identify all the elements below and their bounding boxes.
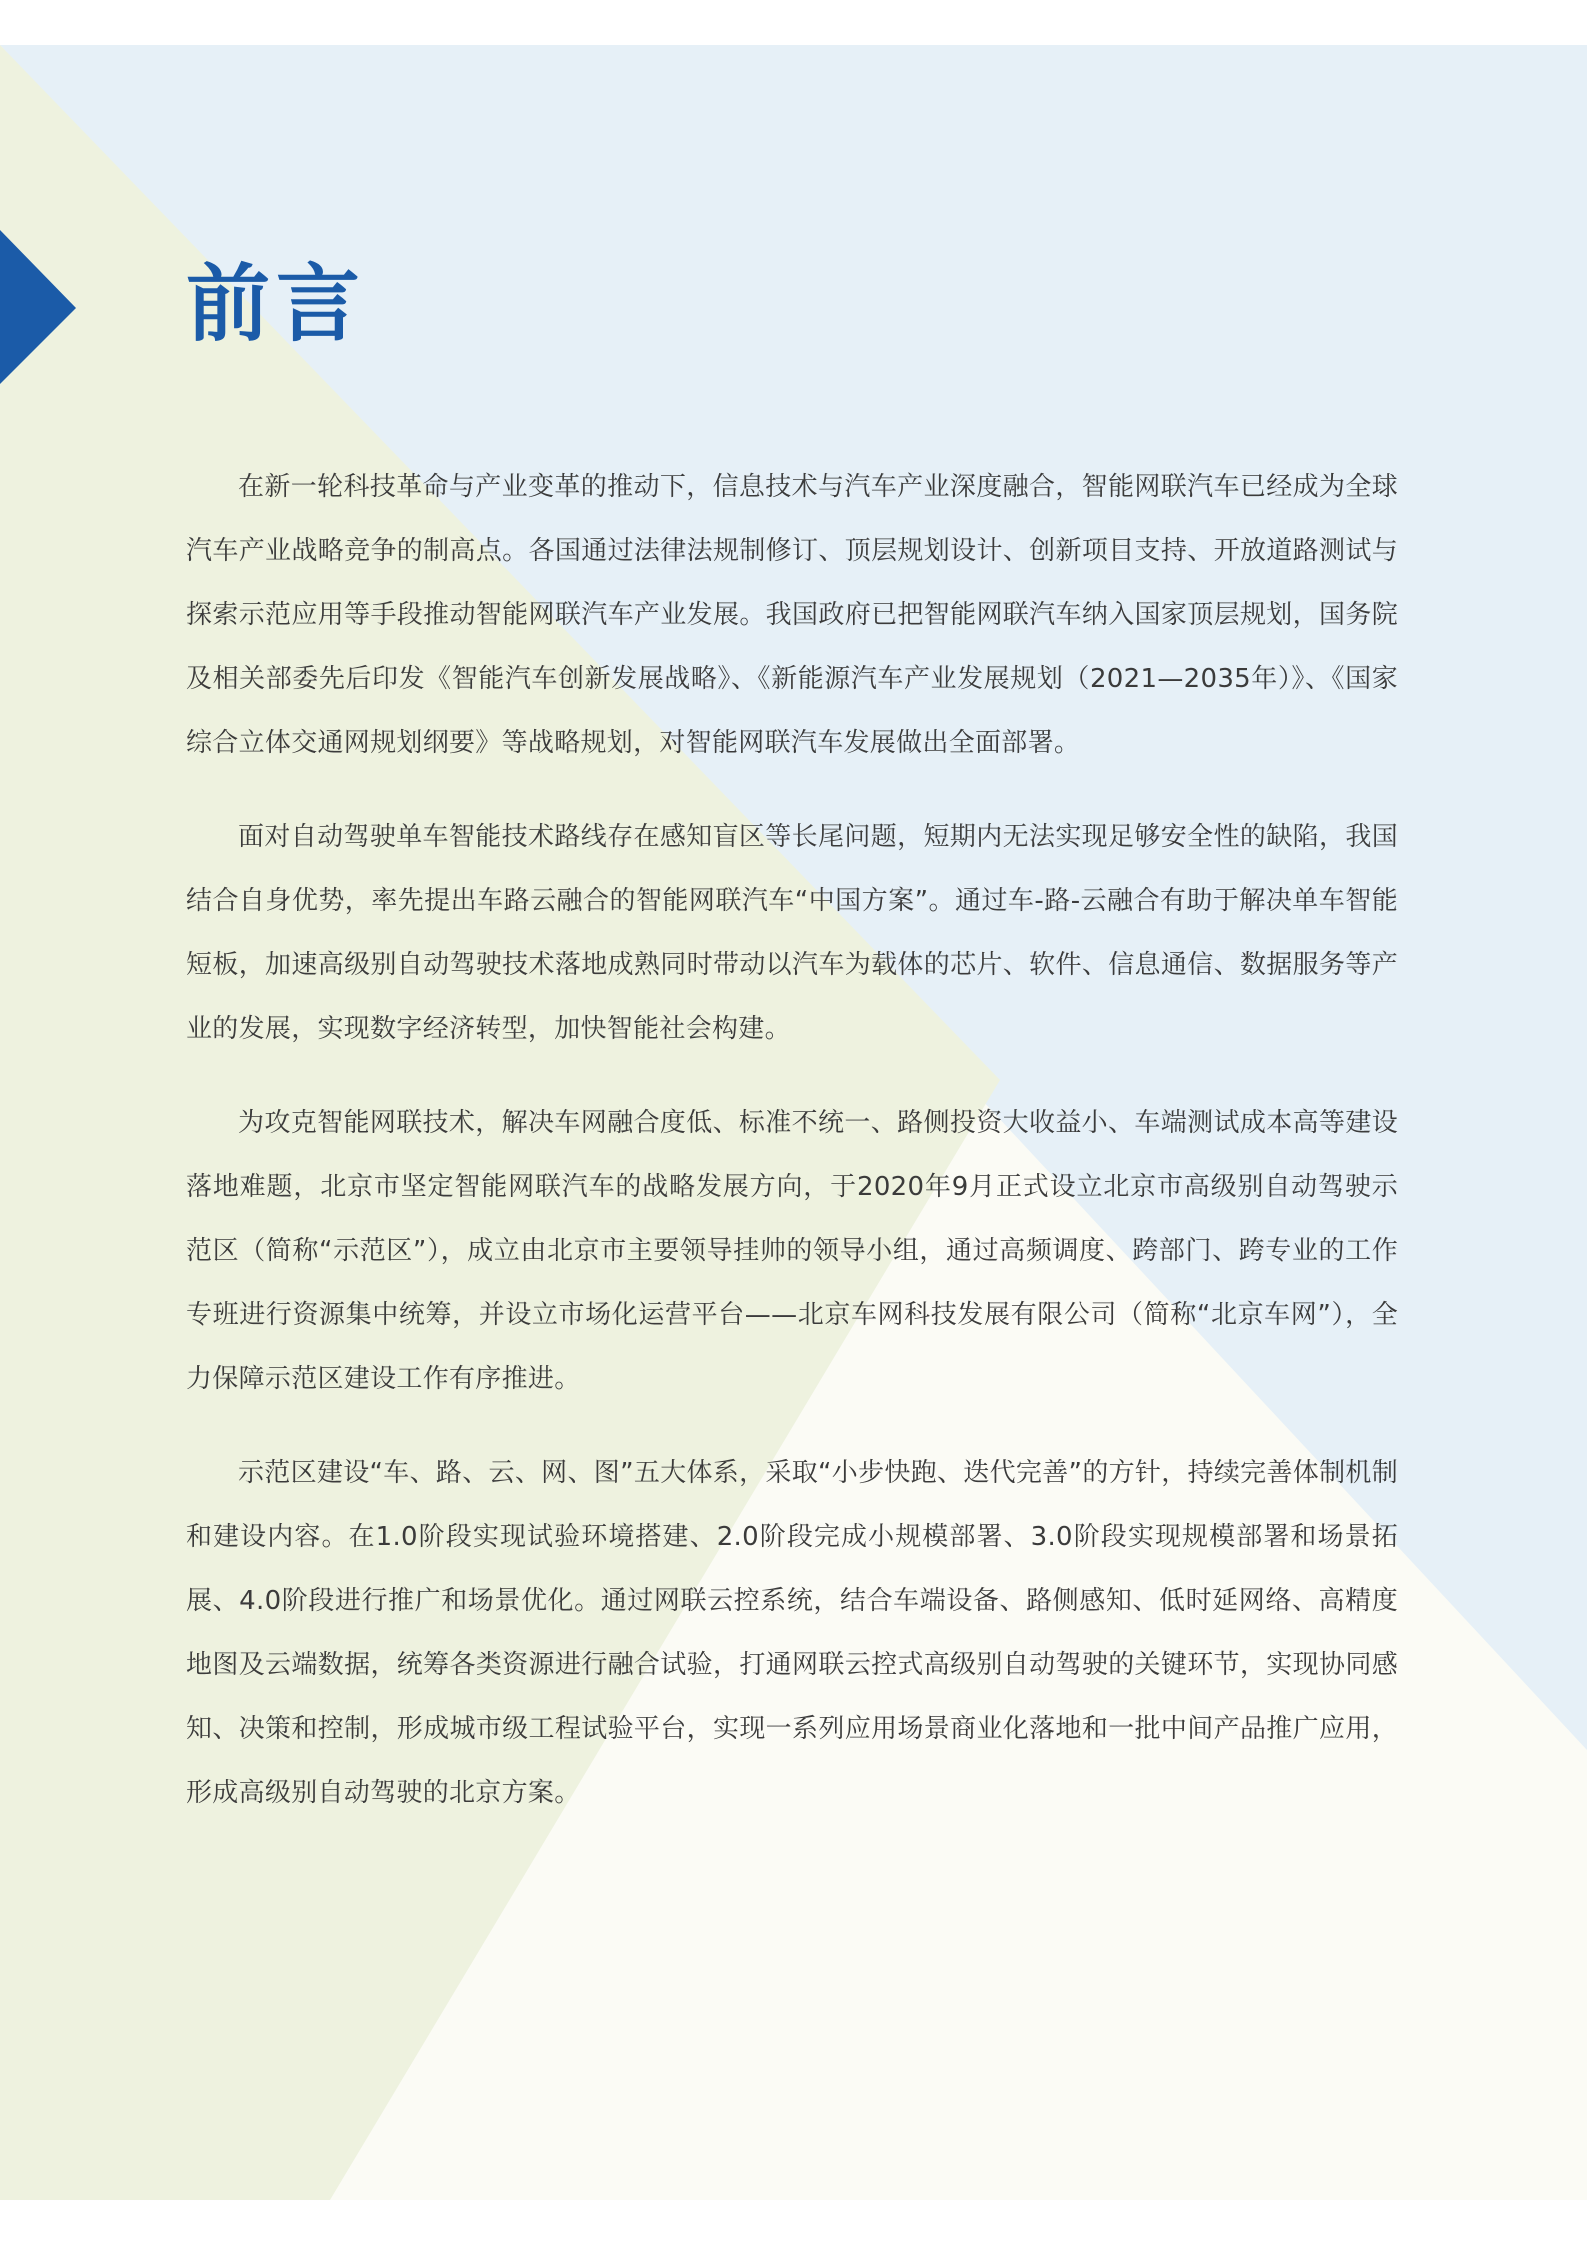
corner-arrow-icon [0, 230, 80, 390]
paragraph-3: 为攻克智能网联技术，解决车网融合度低、标准不统一、路侧投资大收益小、车端测试成本高等建设落地难题，北京市坚定智能网联汽车的战略发展方向，于2020年9月正式设立北京市高级别自动驾驶示范区（简称“示范区”），成立由北京市主要领导挂帅的领导小组，通过高频调度、跨部门、跨专业的工作专班进行资源集中统筹，并设立市场化运营平台——北京车网科技发展有限公司（简称“北京车网”），全力保障示范区建设工作有序推进。 [186, 1108, 1398, 1394]
paragraph-4: 示范区建设“车、路、云、网、图”五大体系，采取“小步快跑、迭代完善”的方针，持续完善体制机制和建设内容。在1.0阶段实现试验环境搭建、2.0阶段完成小规模部署、3.0阶段实现规模部署和场景拓展、4.0阶段进行推广和场景优化。通过网联云控系统，结合车端设备、路侧感知、低时延网络、高精度地图及云端数据，统筹各类资源进行融合试验，打通网联云控式高级别自动驾驶的关键环节，实现协同感知、决策和控制，形成城市级工程试验平台，实现一系列应用场景商业化落地和一批中间产品推广应用，形成高级别自动驾驶的北京方案。 [186, 1458, 1398, 1808]
body-content [186, 455, 1398, 1855]
page-title: 前言 [186, 255, 367, 353]
paragraph-2: 面对自动驾驶单车智能技术路线存在感知盲区等长尾问题，短期内无法实现足够安全性的缺陷，我国结合自身优势，率先提出车路云融合的智能网联汽车“中国方案”。通过车-路-云融合有助于解决单车智能短板，加速高级别自动驾驶技术落地成熟同时带动以汽车为载体的芯片、软件、信息通信、数据服务等产业的发展，实现数字经济转型，加快智能社会构建。 [186, 822, 1398, 1044]
paragraph-1: 在新一轮科技革命与产业变革的推动下，信息技术与汽车产业深度融合，智能网联汽车已经成为全球汽车产业战略竞争的制高点。各国通过法律法规制修订、顶层规划设计、创新项目支持、开放道路测试与探索示范应用等手段推动智能网联汽车产业发展。我国政府已把智能网联汽车纳入国家顶层规划，国务院及相关部委先后印发《智能汽车创新发展战略》、《新能源汽车产业发展规划（2021—2035年）》、《国家综合立体交通网规划纲要》等战略规划，对智能网联汽车发展做出全面部署。 [186, 472, 1398, 758]
